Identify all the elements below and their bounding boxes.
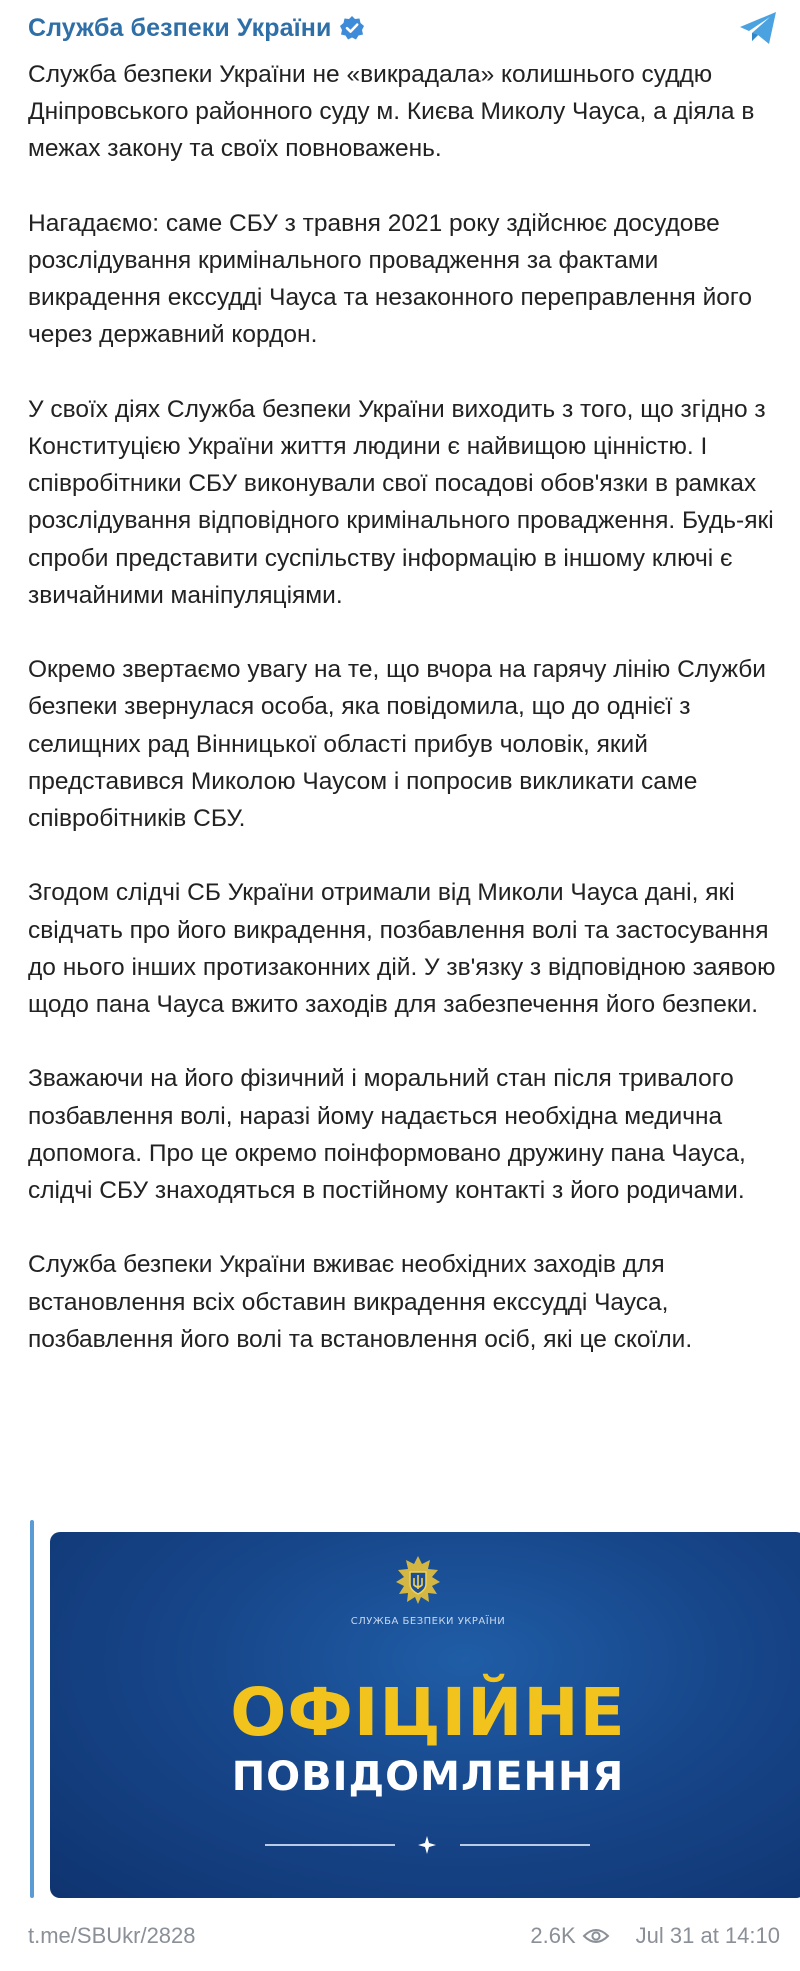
channel-name[interactable]: Служба безпеки України xyxy=(28,13,332,42)
cross-icon xyxy=(415,1833,439,1857)
telegram-share-icon[interactable] xyxy=(736,8,780,48)
post-paragraph: Служба безпеки України вживає необхідних заходів для встановлення всіх обставин викрадення екссудді Чауса, позбавлення його волі та встановлення осіб, які це скоїли. xyxy=(28,1251,693,1353)
post-paragraph: Служба безпеки України не «викрадала» колишнього суддю Дніпровського районного суду м. Києва Миколу Чауса, а діяла в межах закону та своїх повноважень. xyxy=(28,61,755,163)
quote-bar xyxy=(30,1520,34,1898)
verified-check-icon xyxy=(339,15,365,41)
divider-line xyxy=(265,1844,395,1846)
views-count: 2.6K xyxy=(530,1923,576,1948)
post-timestamp: Jul 31 at 14:10 xyxy=(635,1923,780,1948)
post-meta xyxy=(530,1923,780,1949)
post-paragraph: Згодом слідчі СБ України отримали від Миколи Чауса дані, які свідчать про його викрадення, позбавлення волі та застосування до нього інших протизаконних дій. У зв'язку з відповідною заявою щодо пана Чауса вжито заходів для забезпечення його безпеки. xyxy=(28,879,776,1019)
post-paragraph: У своїх діях Служба безпеки України виходить з того, що згідно з Конституцією України життя людини є найвищою цінністю. І співробітники СБУ виконували свої посадові обов'язки в рамках розслідування відповідного кримінального провадження. Будь-які спроби представити суспільству інформацію в іншому ключі є звичайними маніпуляціями. xyxy=(28,395,774,609)
sbu-emblem-icon xyxy=(392,1554,444,1606)
divider-line xyxy=(460,1844,590,1846)
post-paragraph: Окремо звертаємо увагу на те, що вчора на гарячу лінію Служби безпеки звернулася особа, яка повідомила, що до однієї з селищних рад Вінницької області прибув чоловік, який представився Миколою Чаусом і попросив викликати саме співробітників СБУ. xyxy=(28,656,766,833)
media-subtitle: ПОВІДОМЛЕННЯ xyxy=(231,1754,625,1800)
media-title: ОФІЦІЙНЕ xyxy=(230,1674,626,1751)
post-paragraph: Нагадаємо: саме СБУ з травня 2021 року здійснює досудове розслідування кримінального провадження за фактами викрадення екссудді Чауса та незаконного переправлення його через державний кордон. xyxy=(28,209,752,349)
post-header xyxy=(28,8,780,48)
media-attachment xyxy=(30,1520,780,1898)
post-footer xyxy=(28,1918,780,1954)
official-message-image[interactable] xyxy=(50,1532,800,1898)
post-link[interactable]: t.me/SBUkr/2828 xyxy=(28,1923,196,1948)
org-caption: СЛУЖБА БЕЗПЕКИ УКРАЇНИ xyxy=(350,1616,506,1627)
post-text xyxy=(28,56,780,1395)
post-paragraph: Зважаючи на його фізичний і моральний стан після тривалого позбавлення волі, наразі йому надається необхідна медична допомога. Про це окремо поінформовано дружину пана Чауса, слідчі СБУ знаходяться в постійному контакті з його родичами. xyxy=(28,1065,746,1205)
eye-icon xyxy=(582,1926,610,1946)
